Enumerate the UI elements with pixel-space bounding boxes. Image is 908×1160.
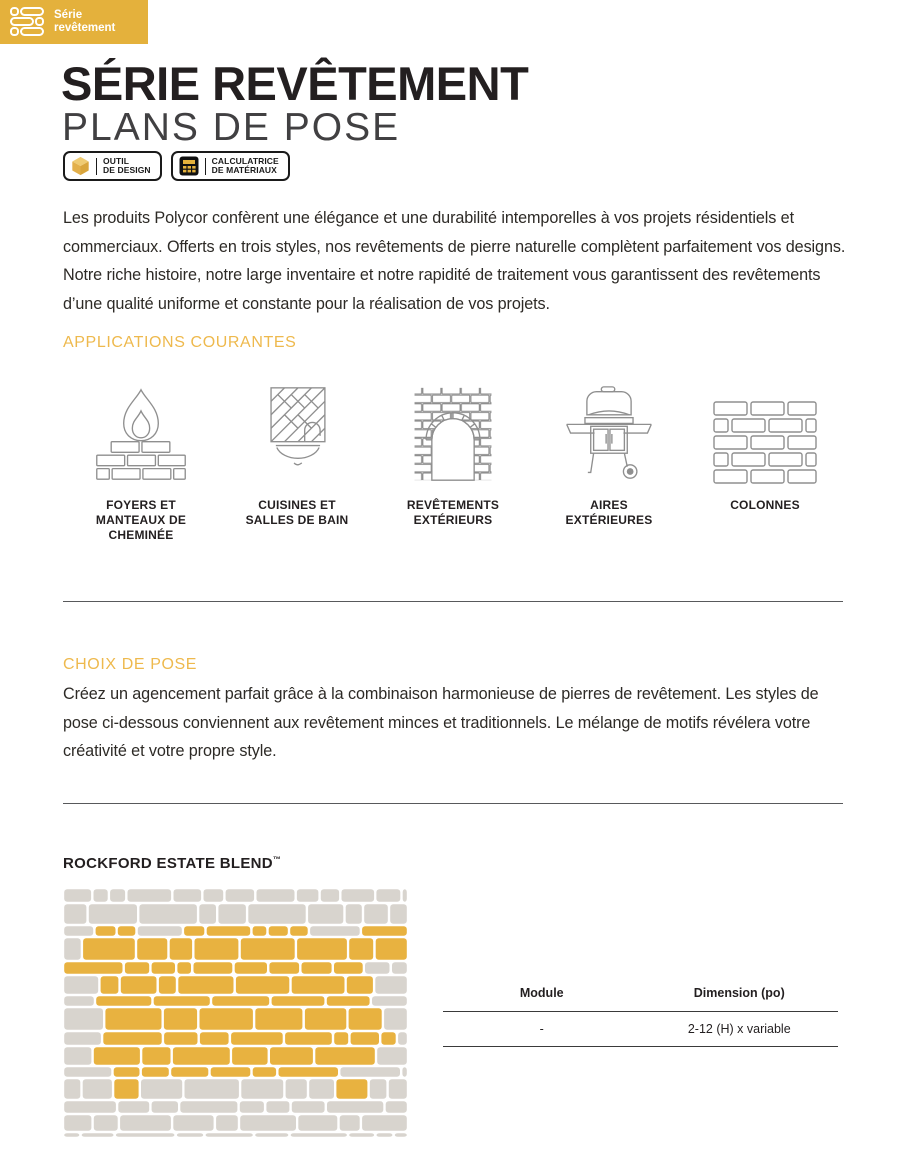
cube-icon bbox=[71, 156, 90, 176]
application-label: AIRES EXTÉRIEURES bbox=[565, 498, 653, 527]
applications-heading: APPLICATIONS COURANTES bbox=[63, 334, 297, 351]
application-item-columns bbox=[687, 380, 843, 543]
button-divider bbox=[96, 158, 97, 175]
trademark-symbol: ™ bbox=[272, 855, 282, 864]
design-tool-label bbox=[103, 157, 151, 176]
application-label: CUISINES ET SALLES DE BAIN bbox=[245, 498, 349, 527]
veneer-series-icon bbox=[10, 7, 44, 37]
application-label: COLONNES bbox=[730, 498, 800, 512]
design-label-line1: OUTIL bbox=[103, 155, 129, 166]
outdoor-area-icon bbox=[559, 380, 659, 484]
columns-icon bbox=[709, 380, 821, 484]
pattern-title-text: ROCKFORD ESTATE BLEND bbox=[63, 855, 273, 872]
badge-line-1: Série bbox=[54, 8, 83, 21]
application-item-fireplace bbox=[63, 380, 219, 543]
section-divider bbox=[63, 803, 843, 804]
table-header-row bbox=[443, 986, 838, 1012]
stone-pattern-swatch bbox=[63, 888, 408, 1138]
application-item-outdoor bbox=[531, 380, 687, 543]
pattern-title bbox=[63, 855, 281, 872]
exterior-veneer-icon bbox=[403, 380, 503, 484]
application-label: REVÊTEMENTS EXTÉRIEURS bbox=[406, 498, 500, 527]
calculator-label-line1: CALCULATRICE bbox=[211, 155, 279, 166]
stone-pattern-image bbox=[63, 888, 408, 1138]
tool-buttons bbox=[63, 151, 290, 181]
calculator-label-line2: DE MATÉRIAUX bbox=[211, 165, 277, 175]
design-label-line2: DE DESIGN bbox=[103, 165, 151, 175]
intro-paragraph: Les produits Polycor confèrent une élégance et une durabilité intemporelles à vos projets résidentiels et commerciaux. Offerts en trois styles, nos revêtements de pierre naturelle complètent parfaitement vos designs. Notre riche histoire, notre large inventaire et notre rapidité de traitement vous garantissent des revêtements d’une qualité uniforme et constante pour la réalisation de vos projets. bbox=[63, 209, 846, 313]
page-subtitle: PLANS DE POSE bbox=[62, 106, 401, 149]
material-calculator-label bbox=[212, 157, 279, 176]
applications-row bbox=[63, 380, 843, 543]
choix-de-pose-paragraph: Créez un agencement parfait grâce à la combinaison harmonieuse de pierres de revêtement. Les styles de pose ci-dessous conviennent aux revêtement minces et traditionnels. Le mélange de motifs révélera votre créativité et votre propre style. bbox=[63, 685, 819, 760]
material-calculator-button[interactable] bbox=[171, 151, 290, 181]
dimension-column-header: Dimension (po) bbox=[693, 986, 785, 1000]
badge-line-2: revêtement bbox=[54, 22, 116, 34]
button-divider bbox=[205, 158, 206, 175]
choix-de-pose-heading: CHOIX DE POSE bbox=[63, 656, 198, 673]
design-tool-button[interactable] bbox=[63, 151, 162, 181]
module-value: - bbox=[539, 1022, 544, 1036]
dimension-table bbox=[443, 986, 838, 1047]
dimension-value: 2-12 (H) x variable bbox=[687, 1022, 791, 1036]
kitchen-bath-icon bbox=[247, 380, 347, 484]
page-title: SÉRIE REVÊTEMENT bbox=[61, 57, 529, 110]
series-badge-label bbox=[54, 9, 115, 35]
application-item-kitchen-bath bbox=[219, 380, 375, 543]
section-divider bbox=[63, 601, 843, 602]
application-item-exterior bbox=[375, 380, 531, 543]
series-badge bbox=[0, 0, 148, 44]
table-row bbox=[443, 1012, 838, 1047]
calculator-icon bbox=[179, 156, 199, 176]
module-column-header: Module bbox=[519, 986, 564, 1000]
application-label: FOYERS ET MANTEAUX DE CHEMINÉE bbox=[95, 498, 187, 542]
fireplace-icon bbox=[91, 380, 191, 484]
